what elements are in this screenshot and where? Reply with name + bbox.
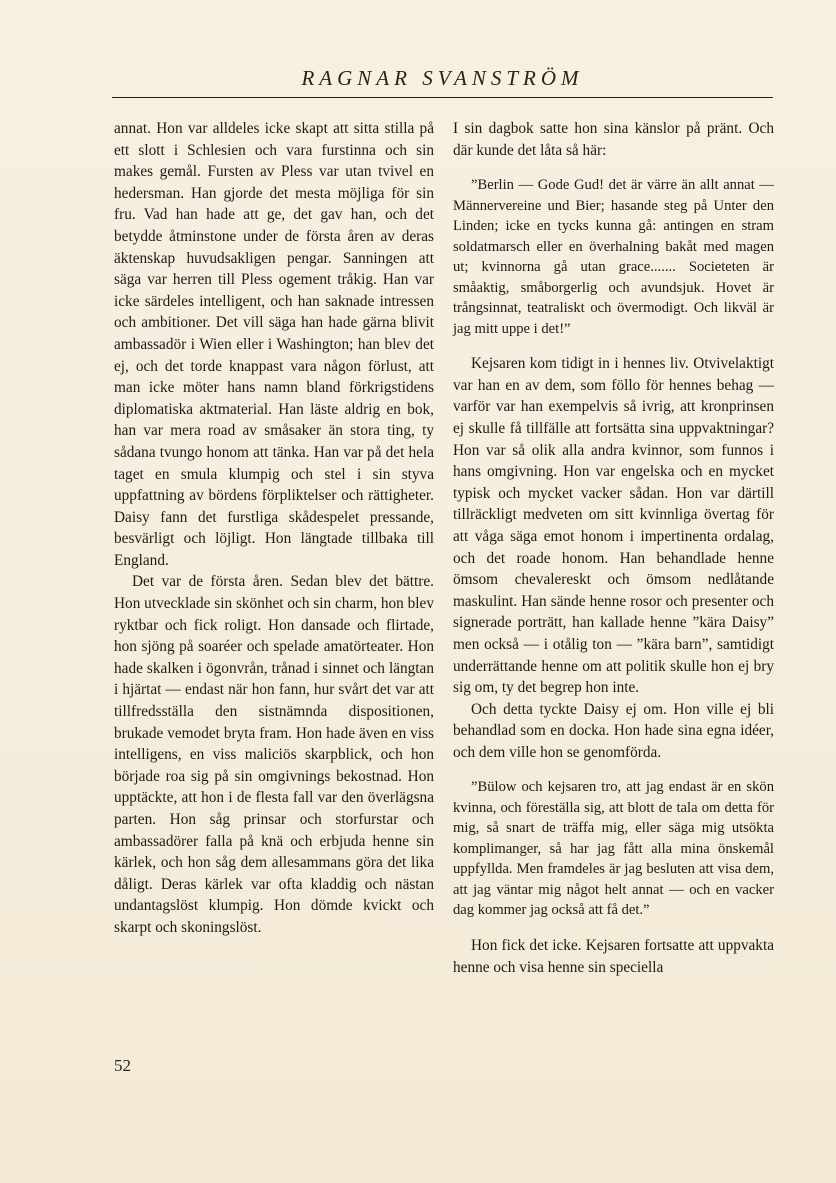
paragraph: Hon fick det icke. Kejsaren fortsatte att uppvakta henne och visa henne sin speciella [453, 936, 774, 976]
running-header: RAGNAR SVANSTRÖM [301, 66, 584, 90]
paragraph-intro: I sin dagbok satte hon sina känslor på pränt. Och där kunde det låta så här: [453, 120, 774, 159]
paragraph-continued: annat. Hon var alldeles icke skapt att sitta stilla på ett slott i Schlesien och vara furstinna och sin makes gemål. Fursten av Pless var utan tvivel en hedersman. Han gjorde det mesta möjliga för sin fru. Vad han hade att ge, det gav han, och det betydde åtminstone under de första åren av deras äktenskap huvudsakligen pengar. Sanningen att säga var herren till Pless ogement tråkig. Han var icke särdeles intelligent, och han saknade intressen och ambitioner. Det vill säga han hade gärna blivit ambassadör i Wien eller i Washington; han blev det ej, och det torde knappast vara någon förlust, att man icke möter hans namn bland förkrigstidens diplomatiska aktmaterial. Han läste aldrig en bok, han var mera road av småsaker än stora ting, ty sådana tvungo honom att tänka. Han var på det hela taget en smula klumpig och stel i sin styva uppfattning av bördens förpliktelser och rättigheter. Daisy fann det furstliga skådespelet pressande, besvärligt och löjligt. Hon längtade tillbaka till England. [114, 120, 434, 569]
paragraph: Det var de första åren. Sedan blev det bättre. Hon utvecklade sin skönhet och sin charm, hon blev ryktbar och fick roligt. Hon dansade och flirtade, hon sjöng på soaréer och spelade amatörteater. Hon hade skalken i ögonvrån, trånad i sinnet och längtan i hjärtat — endast när hon fann, hur svårt det var att tillfredsställa den sistnämnda dispositionen, brukade vemodet bryta fram. Hon hade även en viss intelligens, en viss maliciös skarpblick, och hon började roa sig på sin omgivnings bekostnad. Hon upptäckte, att hon i de flesta fall var den överlägsna parten. Hon såg prinsar och storfurstar och ambassadörer falla på knä och erbjuda henne sin kärlek, och hon såg dem allesammans göra det lika dåligt. Deras kärlek var ofta kladdig och nästan undantagslöst klumpig. Hon dömde kvickt och skarpt och skoningslöst. [114, 573, 434, 936]
header-rule [112, 97, 773, 98]
left-column [114, 118, 434, 939]
paragraph: Kejsaren kom tidigt in i hennes liv. Otvivelaktigt var han en av dem, som föllo för hennes behag — varför var han exempelvis så ivrig, att kronprinsen ej skulle få tillfälle att fortsätta sina uppvaktningar? Hon var så olik alla andra kvinnor, som funnos i hans omgivning. Hon var engelska och en mycket typisk och mycket vacker sådan. Hon var därtill tillräckligt medveten om sitt kvinnliga övertag för att våga säga emot honom i impertinenta ordalag, och det roade honom. Han behandlade henne ömsom chevalereskt och ömsom nedlåtande maskulint. Han sände henne rosor och presenter och signerade porträtt, han kallade henne ”kära Daisy” men också — i otålig ton — ”kära barn”, samtidigt underrättande henne om att politik skulle hon ej bry sig om, ty det begrep hon inte. [453, 355, 774, 697]
diary-quote: ”Berlin — Gode Gud! det är värre än allt annat — Männervereine und Bier; hasande steg på Unter den Linden; icke en tycks kunna gå: antingen en stram soldatmarsch eller en överhalning bakåt med magen ut; kvinnorna gå utan grace....... Societeten är småaktig, småborgerlig och avundsjuk. Hovet är trångsinnat, teatraliskt och övermodigt. Och likväl är jag mitt uppe i det!” [453, 177, 774, 337]
page-number: 52 [114, 1056, 131, 1075]
paragraph: Och detta tyckte Daisy ej om. Hon ville ej bli behandlad som en docka. Hon hade sina egna idéer, och dem ville hon se genomförda. [453, 700, 774, 761]
diary-quote: ”Bülow och kejsaren tro, att jag endast är en skön kvinna, och föreställa sig, att blott de tala om detta för mig, så snart de träffa mig, eller säga mig utsökta komplimanger, så har jag fått alla mina önskemål uppfyllda. Men framdeles är jag besluten att visa dem, att jag väntar mig något helt annat — och en vacker dag kommer jag också att få det.” [453, 779, 774, 919]
right-column [453, 118, 774, 978]
